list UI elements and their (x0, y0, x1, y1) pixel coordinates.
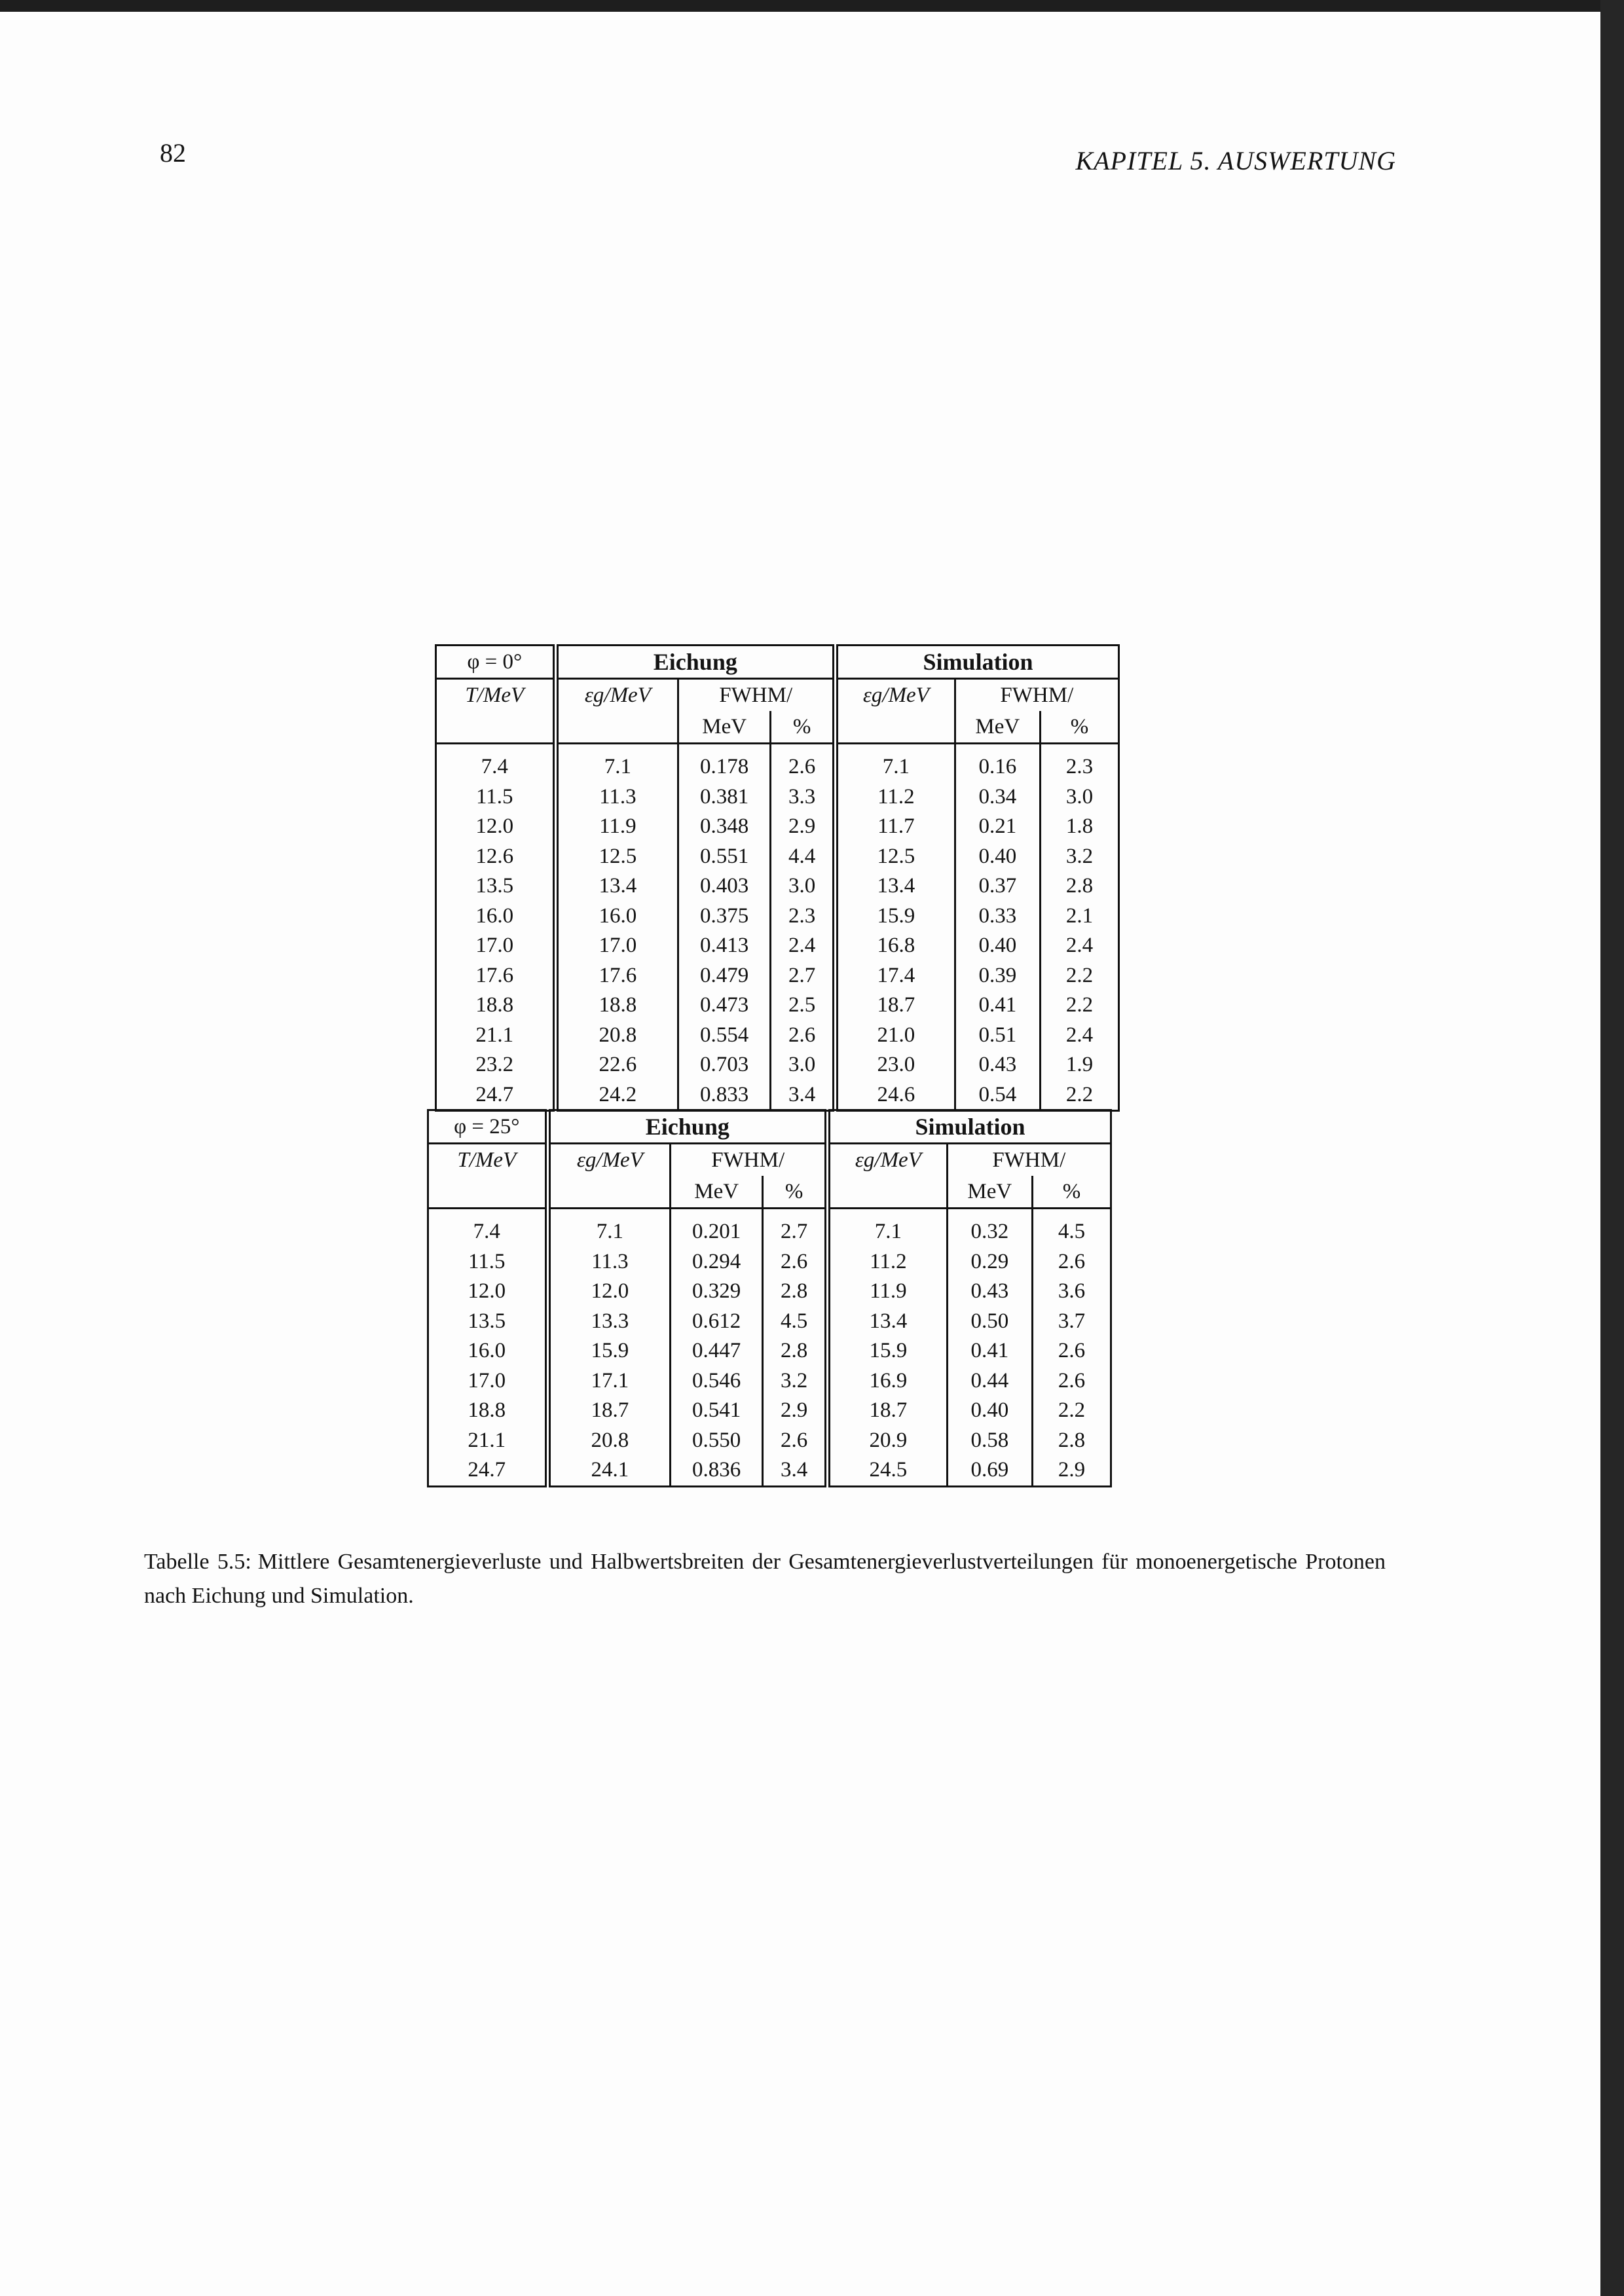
cell-t: 12.0 (428, 1277, 548, 1307)
cell-eg-eichung: 24.1 (547, 1455, 671, 1486)
cell-fwhm-mev-eichung: 0.546 (671, 1366, 763, 1396)
table-header-row (428, 1176, 1111, 1209)
cell-eg-simulation: 13.4 (836, 871, 955, 902)
table-row (428, 1277, 1111, 1307)
table-row (436, 782, 1119, 812)
cell-fwhm-mev-eichung: 0.201 (671, 1217, 763, 1247)
cell-fwhm-mev-eichung: 0.833 (678, 1080, 771, 1111)
cell-fwhm-mev-eichung: 0.381 (678, 782, 771, 812)
cell-eg-simulation: 24.5 (828, 1455, 948, 1486)
cell-fwhm-pct-eichung: 4.5 (763, 1307, 828, 1337)
cell-eg-simulation: 20.9 (828, 1426, 948, 1456)
cell-fwhm-pct-eichung: 3.4 (763, 1455, 828, 1486)
scan-edge (1600, 0, 1624, 2296)
cell-fwhm-pct-simulation: 2.8 (1041, 871, 1119, 902)
cell-fwhm-mev-eichung: 0.554 (678, 1021, 771, 1051)
col-eg-header: εg/MeV (555, 679, 678, 712)
cell-t: 24.7 (436, 1080, 556, 1111)
cell-eg-eichung: 7.1 (547, 1217, 671, 1247)
cell-fwhm-mev-simulation: 0.41 (955, 991, 1040, 1021)
data-table (427, 1109, 1112, 1487)
cell-fwhm-mev-simulation: 0.43 (955, 1050, 1040, 1080)
running-head: KAPITEL 5. AUSWERTUNG (1075, 146, 1396, 175)
table-row (436, 871, 1119, 902)
col-pct-header: % (763, 1176, 828, 1209)
cell-t: 17.0 (428, 1366, 548, 1396)
cell-fwhm-mev-simulation: 0.16 (955, 752, 1040, 782)
cell-fwhm-pct-simulation: 2.2 (1041, 961, 1119, 991)
cell-eg-eichung: 17.1 (547, 1366, 671, 1396)
col-eg-header: εg/MeV (836, 679, 955, 712)
cell-fwhm-pct-simulation: 1.8 (1041, 812, 1119, 842)
cell-fwhm-mev-eichung: 0.479 (678, 961, 771, 991)
cell-fwhm-mev-eichung: 0.836 (671, 1455, 763, 1486)
cell-eg-simulation: 7.1 (836, 752, 955, 782)
table-row (428, 1307, 1111, 1337)
cell-fwhm-pct-simulation: 1.9 (1041, 1050, 1119, 1080)
cell-t: 12.0 (436, 812, 556, 842)
cell-eg-eichung: 22.6 (555, 1050, 678, 1080)
cell-fwhm-mev-simulation: 0.41 (947, 1336, 1032, 1366)
table-row (428, 1455, 1111, 1486)
cell-fwhm-pct-eichung: 2.7 (771, 961, 836, 991)
cell-fwhm-pct-simulation: 2.3 (1041, 752, 1119, 782)
table-row (436, 1080, 1119, 1111)
cell-fwhm-pct-eichung: 2.3 (771, 902, 836, 932)
cell-fwhm-mev-eichung: 0.612 (671, 1307, 763, 1337)
cell-fwhm-mev-eichung: 0.348 (678, 812, 771, 842)
cell-t: 21.1 (436, 1021, 556, 1051)
cell-fwhm-mev-eichung: 0.703 (678, 1050, 771, 1080)
col-fwhm-header: FWHM/ (671, 1144, 828, 1176)
cell-eg-eichung: 15.9 (547, 1336, 671, 1366)
cell-fwhm-pct-eichung: 3.0 (771, 871, 836, 902)
cell-t: 16.0 (436, 902, 556, 932)
cell-fwhm-pct-simulation: 2.4 (1041, 931, 1119, 961)
cell-fwhm-mev-eichung: 0.473 (678, 991, 771, 1021)
cell-t: 13.5 (428, 1307, 548, 1337)
cell-fwhm-mev-simulation: 0.29 (947, 1247, 1032, 1277)
cell-fwhm-pct-eichung: 2.4 (771, 931, 836, 961)
caption-label: Tabelle 5.5: (144, 1550, 251, 1574)
cell-eg-eichung: 13.3 (547, 1307, 671, 1337)
cell-fwhm-pct-eichung: 2.5 (771, 991, 836, 1021)
cell-fwhm-pct-eichung: 2.8 (763, 1336, 828, 1366)
cell-eg-simulation: 23.0 (836, 1050, 955, 1080)
cell-fwhm-pct-eichung: 2.6 (771, 1021, 836, 1051)
cell-fwhm-mev-eichung: 0.375 (678, 902, 771, 932)
cell-fwhm-pct-simulation: 2.2 (1033, 1396, 1111, 1426)
cell-eg-eichung: 16.0 (555, 902, 678, 932)
col-eg-header: εg/MeV (547, 1144, 671, 1176)
cell-fwhm-mev-eichung: 0.550 (671, 1426, 763, 1456)
cell-eg-simulation: 15.9 (836, 902, 955, 932)
cell-eg-simulation: 11.2 (828, 1247, 948, 1277)
table-row (436, 842, 1119, 872)
table-header-row (436, 711, 1119, 744)
cell-fwhm-pct-eichung: 2.6 (763, 1247, 828, 1277)
table-row (436, 752, 1119, 782)
cell-eg-simulation: 17.4 (836, 961, 955, 991)
cell-fwhm-mev-simulation: 0.34 (955, 782, 1040, 812)
cell-fwhm-mev-simulation: 0.37 (955, 871, 1040, 902)
table-row (436, 991, 1119, 1021)
cell-eg-simulation: 13.4 (828, 1307, 948, 1337)
cell-t: 18.8 (428, 1396, 548, 1426)
cell-eg-eichung: 17.6 (555, 961, 678, 991)
table-row (436, 1021, 1119, 1051)
cell-t: 7.4 (428, 1217, 548, 1247)
cell-fwhm-mev-simulation: 0.39 (955, 961, 1040, 991)
col-pct-header: % (1041, 711, 1119, 744)
table-row (428, 1217, 1111, 1247)
cell-fwhm-mev-simulation: 0.21 (955, 812, 1040, 842)
cell-eg-simulation: 18.7 (836, 991, 955, 1021)
cell-fwhm-pct-eichung: 3.3 (771, 782, 836, 812)
group-simulation: Simulation (836, 646, 1119, 679)
cell-fwhm-mev-eichung: 0.294 (671, 1247, 763, 1277)
cell-t: 24.7 (428, 1455, 548, 1486)
cell-t: 17.0 (436, 931, 556, 961)
cell-fwhm-pct-eichung: 2.9 (763, 1396, 828, 1426)
cell-eg-eichung: 20.8 (547, 1426, 671, 1456)
col-t-header: T/MeV (428, 1144, 548, 1176)
phi-header: φ = 25° (428, 1110, 548, 1144)
table-row (428, 1426, 1111, 1456)
cell-fwhm-mev-simulation: 0.44 (947, 1366, 1032, 1396)
cell-eg-simulation: 16.8 (836, 931, 955, 961)
cell-fwhm-pct-eichung: 2.6 (763, 1426, 828, 1456)
cell-fwhm-mev-simulation: 0.40 (955, 842, 1040, 872)
table-row (436, 931, 1119, 961)
table-row (436, 1050, 1119, 1080)
cell-fwhm-pct-eichung: 2.6 (771, 752, 836, 782)
table-header-row (436, 679, 1119, 712)
col-pct-header: % (1033, 1176, 1111, 1209)
cell-t: 11.5 (428, 1247, 548, 1277)
cell-fwhm-mev-simulation: 0.69 (947, 1455, 1032, 1486)
results-table-phi-0 (435, 644, 1120, 1112)
cell-fwhm-mev-simulation: 0.50 (947, 1307, 1032, 1337)
cell-fwhm-mev-simulation: 0.43 (947, 1277, 1032, 1307)
cell-eg-eichung: 11.3 (547, 1247, 671, 1277)
col-mev-header: MeV (678, 711, 771, 744)
cell-t: 21.1 (428, 1426, 548, 1456)
group-simulation: Simulation (828, 1110, 1111, 1144)
cell-eg-eichung: 17.0 (555, 931, 678, 961)
cell-fwhm-mev-simulation: 0.40 (947, 1396, 1032, 1426)
cell-eg-simulation: 11.2 (836, 782, 955, 812)
table-row (428, 1336, 1111, 1366)
group-eichung: Eichung (547, 1110, 828, 1144)
data-table (435, 644, 1120, 1112)
cell-fwhm-mev-eichung: 0.178 (678, 752, 771, 782)
cell-eg-eichung: 11.9 (555, 812, 678, 842)
cell-fwhm-mev-simulation: 0.58 (947, 1426, 1032, 1456)
cell-fwhm-pct-eichung: 2.8 (763, 1277, 828, 1307)
cell-fwhm-pct-simulation: 2.1 (1041, 902, 1119, 932)
cell-fwhm-mev-simulation: 0.40 (955, 931, 1040, 961)
page-number: 82 (160, 138, 186, 168)
cell-fwhm-mev-eichung: 0.403 (678, 871, 771, 902)
cell-fwhm-mev-simulation: 0.33 (955, 902, 1040, 932)
cell-fwhm-pct-eichung: 3.0 (771, 1050, 836, 1080)
page-sheet (0, 12, 1600, 2296)
cell-eg-eichung: 18.8 (555, 991, 678, 1021)
cell-t: 13.5 (436, 871, 556, 902)
cell-eg-simulation: 11.9 (828, 1277, 948, 1307)
col-mev-header: MeV (671, 1176, 763, 1209)
cell-eg-simulation: 11.7 (836, 812, 955, 842)
cell-fwhm-pct-simulation: 3.0 (1041, 782, 1119, 812)
col-fwhm-header: FWHM/ (955, 679, 1118, 712)
col-mev-header: MeV (955, 711, 1040, 744)
cell-eg-eichung: 12.0 (547, 1277, 671, 1307)
cell-eg-simulation: 24.6 (836, 1080, 955, 1111)
cell-fwhm-pct-simulation: 2.6 (1033, 1366, 1111, 1396)
cell-fwhm-pct-eichung: 3.2 (763, 1366, 828, 1396)
cell-fwhm-mev-simulation: 0.51 (955, 1021, 1040, 1051)
cell-fwhm-pct-simulation: 2.2 (1041, 991, 1119, 1021)
cell-eg-simulation: 15.9 (828, 1336, 948, 1366)
cell-t: 18.8 (436, 991, 556, 1021)
cell-eg-simulation: 21.0 (836, 1021, 955, 1051)
cell-fwhm-pct-simulation: 2.6 (1033, 1247, 1111, 1277)
cell-fwhm-mev-simulation: 0.32 (947, 1217, 1032, 1247)
cell-fwhm-pct-simulation: 2.6 (1033, 1336, 1111, 1366)
cell-t: 23.2 (436, 1050, 556, 1080)
cell-fwhm-pct-simulation: 3.2 (1041, 842, 1119, 872)
cell-fwhm-mev-eichung: 0.413 (678, 931, 771, 961)
cell-eg-simulation: 7.1 (828, 1217, 948, 1247)
col-mev-header: MeV (947, 1176, 1032, 1209)
cell-eg-simulation: 18.7 (828, 1396, 948, 1426)
col-fwhm-header: FWHM/ (678, 679, 836, 712)
cell-fwhm-pct-simulation: 2.9 (1033, 1455, 1111, 1486)
table-row (428, 1247, 1111, 1277)
cell-fwhm-pct-simulation: 2.4 (1041, 1021, 1119, 1051)
cell-fwhm-pct-simulation: 3.7 (1033, 1307, 1111, 1337)
cell-t: 17.6 (436, 961, 556, 991)
cell-eg-eichung: 20.8 (555, 1021, 678, 1051)
cell-eg-simulation: 12.5 (836, 842, 955, 872)
cell-t: 12.6 (436, 842, 556, 872)
cell-fwhm-mev-eichung: 0.329 (671, 1277, 763, 1307)
col-t-header: T/MeV (436, 679, 556, 712)
cell-fwhm-pct-eichung: 2.9 (771, 812, 836, 842)
cell-eg-eichung: 11.3 (555, 782, 678, 812)
cell-fwhm-mev-eichung: 0.551 (678, 842, 771, 872)
table-header-row (428, 1110, 1111, 1144)
cell-eg-simulation: 16.9 (828, 1366, 948, 1396)
cell-fwhm-mev-simulation: 0.54 (955, 1080, 1040, 1111)
cell-eg-eichung: 18.7 (547, 1396, 671, 1426)
table-header-row (436, 646, 1119, 679)
cell-t: 7.4 (436, 752, 556, 782)
table-row (428, 1396, 1111, 1426)
col-pct-header: % (771, 711, 836, 744)
cell-fwhm-pct-eichung: 3.4 (771, 1080, 836, 1111)
phi-header: φ = 0° (436, 646, 556, 679)
cell-t: 16.0 (428, 1336, 548, 1366)
cell-eg-eichung: 12.5 (555, 842, 678, 872)
table-row (436, 902, 1119, 932)
cell-fwhm-pct-simulation: 2.8 (1033, 1426, 1111, 1456)
table-row (436, 812, 1119, 842)
table-header-row (428, 1144, 1111, 1176)
cell-t: 11.5 (436, 782, 556, 812)
table-row (428, 1366, 1111, 1396)
cell-fwhm-pct-simulation: 3.6 (1033, 1277, 1111, 1307)
cell-fwhm-pct-simulation: 2.2 (1041, 1080, 1119, 1111)
col-fwhm-header: FWHM/ (947, 1144, 1111, 1176)
results-table-phi-25 (427, 1109, 1112, 1487)
col-eg-header: εg/MeV (828, 1144, 948, 1176)
group-eichung: Eichung (555, 646, 836, 679)
cell-fwhm-mev-eichung: 0.541 (671, 1396, 763, 1426)
table-caption (144, 1545, 1386, 1613)
cell-fwhm-pct-simulation: 4.5 (1033, 1217, 1111, 1247)
cell-fwhm-pct-eichung: 2.7 (763, 1217, 828, 1247)
cell-fwhm-mev-eichung: 0.447 (671, 1336, 763, 1366)
caption-text: Mittlere Gesamtenergieverluste und Halbwertsbreiten der Gesamtenergieverlustverteilungen für monoenergetische Protonen nach Eichung und Simulation. (144, 1550, 1386, 1608)
cell-eg-eichung: 24.2 (555, 1080, 678, 1111)
cell-fwhm-pct-eichung: 4.4 (771, 842, 836, 872)
cell-eg-eichung: 13.4 (555, 871, 678, 902)
cell-eg-eichung: 7.1 (555, 752, 678, 782)
table-row (436, 961, 1119, 991)
